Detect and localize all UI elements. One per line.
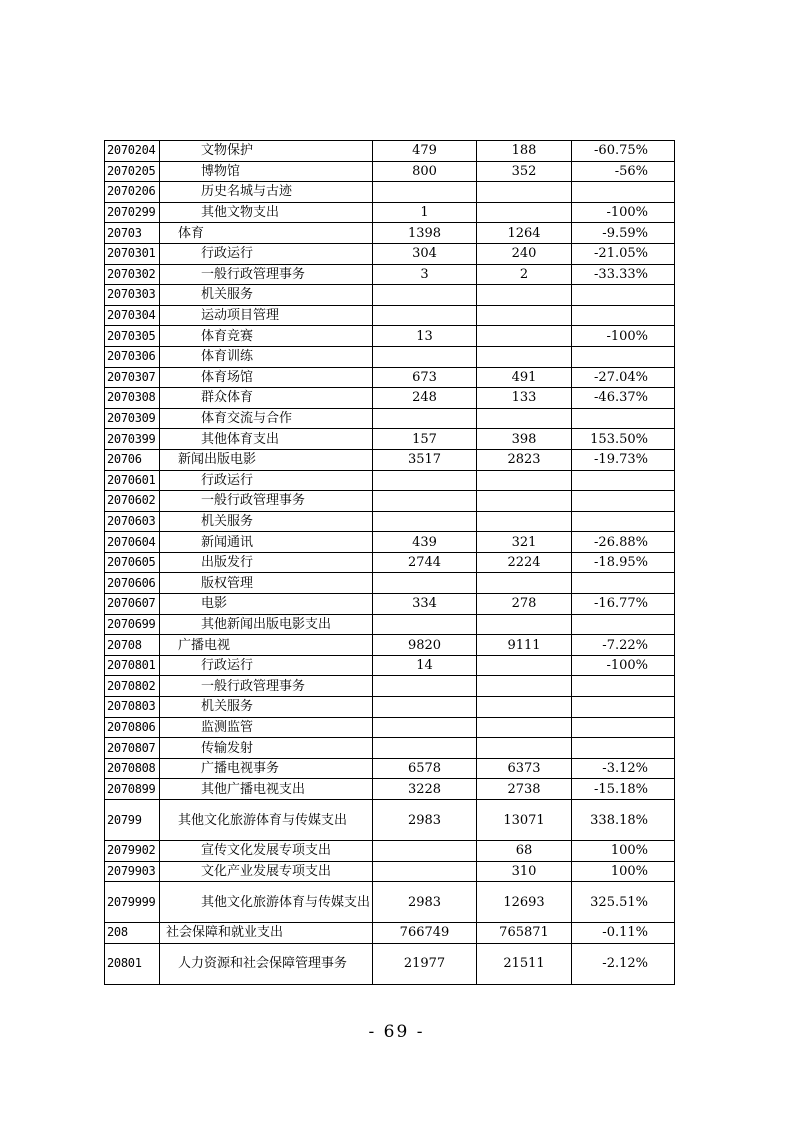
table-row bbox=[105, 923, 675, 944]
value-prev-cell: 9820 bbox=[373, 635, 477, 656]
table-row bbox=[105, 470, 675, 491]
change-pct-cell bbox=[572, 491, 675, 512]
value-curr-cell: 398 bbox=[477, 429, 572, 450]
name-cell: 一般行政管理事务 bbox=[160, 491, 373, 512]
value-curr-cell bbox=[477, 697, 572, 718]
name-cell: 新闻通讯 bbox=[160, 532, 373, 553]
change-pct-cell: -18.95% bbox=[572, 552, 675, 573]
name-cell: 行政运行 bbox=[160, 470, 373, 491]
code-cell: 2070801 bbox=[105, 655, 160, 676]
value-curr-cell bbox=[477, 305, 572, 326]
change-pct-cell: -16.77% bbox=[572, 594, 675, 615]
value-prev-cell: 439 bbox=[373, 532, 477, 553]
change-pct-cell: 338.18% bbox=[572, 800, 675, 841]
code-cell: 20708 bbox=[105, 635, 160, 656]
change-pct-cell: -46.37% bbox=[572, 388, 675, 409]
value-prev-cell: 766749 bbox=[373, 923, 477, 944]
code-cell: 2070808 bbox=[105, 758, 160, 779]
name-cell: 体育交流与合作 bbox=[160, 408, 373, 429]
value-prev-cell: 2983 bbox=[373, 800, 477, 841]
code-cell: 2070699 bbox=[105, 614, 160, 635]
value-curr-cell bbox=[477, 738, 572, 759]
name-cell: 监测监管 bbox=[160, 717, 373, 738]
table-row bbox=[105, 202, 675, 223]
change-pct-cell: 100% bbox=[572, 841, 675, 862]
table-row bbox=[105, 141, 675, 162]
value-curr-cell bbox=[477, 326, 572, 347]
code-cell: 2070308 bbox=[105, 388, 160, 409]
name-cell: 体育场馆 bbox=[160, 367, 373, 388]
change-pct-cell bbox=[572, 717, 675, 738]
name-cell: 行政运行 bbox=[160, 243, 373, 264]
value-prev-cell bbox=[373, 511, 477, 532]
name-cell: 新闻出版电影 bbox=[160, 449, 373, 470]
change-pct-cell bbox=[572, 697, 675, 718]
change-pct-cell: -100% bbox=[572, 202, 675, 223]
value-prev-cell: 21977 bbox=[373, 943, 477, 984]
change-pct-cell bbox=[572, 182, 675, 203]
code-cell: 2079903 bbox=[105, 861, 160, 882]
table-row bbox=[105, 429, 675, 450]
change-pct-cell: -19.73% bbox=[572, 449, 675, 470]
change-pct-cell bbox=[572, 346, 675, 367]
value-prev-cell bbox=[373, 346, 477, 367]
value-prev-cell bbox=[373, 182, 477, 203]
table-body bbox=[105, 141, 675, 985]
value-curr-cell: 2738 bbox=[477, 779, 572, 800]
value-curr-cell: 278 bbox=[477, 594, 572, 615]
name-cell: 其他体育支出 bbox=[160, 429, 373, 450]
value-curr-cell: 13071 bbox=[477, 800, 572, 841]
change-pct-cell bbox=[572, 511, 675, 532]
value-curr-cell bbox=[477, 573, 572, 594]
code-cell: 2070807 bbox=[105, 738, 160, 759]
table-row bbox=[105, 367, 675, 388]
table-row bbox=[105, 614, 675, 635]
name-cell: 文化产业发展专项支出 bbox=[160, 861, 373, 882]
code-cell: 2070304 bbox=[105, 305, 160, 326]
name-cell: 机关服务 bbox=[160, 511, 373, 532]
value-prev-cell: 1 bbox=[373, 202, 477, 223]
code-cell: 2079999 bbox=[105, 882, 160, 923]
name-cell: 其他文物支出 bbox=[160, 202, 373, 223]
value-prev-cell: 304 bbox=[373, 243, 477, 264]
value-prev-cell bbox=[373, 491, 477, 512]
change-pct-cell bbox=[572, 285, 675, 306]
value-curr-cell: 310 bbox=[477, 861, 572, 882]
table-row bbox=[105, 779, 675, 800]
name-cell: 体育训练 bbox=[160, 346, 373, 367]
code-cell: 2070802 bbox=[105, 676, 160, 697]
value-curr-cell bbox=[477, 470, 572, 491]
value-prev-cell: 157 bbox=[373, 429, 477, 450]
table-row bbox=[105, 532, 675, 553]
value-prev-cell: 2744 bbox=[373, 552, 477, 573]
table-row bbox=[105, 388, 675, 409]
table-row bbox=[105, 305, 675, 326]
code-cell: 2070303 bbox=[105, 285, 160, 306]
change-pct-cell: 153.50% bbox=[572, 429, 675, 450]
table-row bbox=[105, 552, 675, 573]
name-cell: 其他文化旅游体育与传媒支出 bbox=[160, 882, 373, 923]
code-cell: 20801 bbox=[105, 943, 160, 984]
page-number: - 69 - bbox=[368, 1022, 425, 1042]
value-prev-cell: 1398 bbox=[373, 223, 477, 244]
change-pct-cell: -7.22% bbox=[572, 635, 675, 656]
name-cell: 广播电视事务 bbox=[160, 758, 373, 779]
value-prev-cell: 673 bbox=[373, 367, 477, 388]
name-cell: 博物馆 bbox=[160, 161, 373, 182]
value-curr-cell bbox=[477, 614, 572, 635]
code-cell: 20703 bbox=[105, 223, 160, 244]
change-pct-cell: -27.04% bbox=[572, 367, 675, 388]
name-cell: 其他广播电视支出 bbox=[160, 779, 373, 800]
table-row bbox=[105, 635, 675, 656]
value-curr-cell bbox=[477, 285, 572, 306]
code-cell: 2070206 bbox=[105, 182, 160, 203]
change-pct-cell: 100% bbox=[572, 861, 675, 882]
code-cell: 2070899 bbox=[105, 779, 160, 800]
value-curr-cell bbox=[477, 182, 572, 203]
name-cell: 社会保障和就业支出 bbox=[160, 923, 373, 944]
table-row bbox=[105, 449, 675, 470]
change-pct-cell: -0.11% bbox=[572, 923, 675, 944]
name-cell: 宣传文化发展专项支出 bbox=[160, 841, 373, 862]
value-prev-cell: 248 bbox=[373, 388, 477, 409]
value-prev-cell bbox=[373, 408, 477, 429]
name-cell: 版权管理 bbox=[160, 573, 373, 594]
change-pct-cell bbox=[572, 470, 675, 491]
code-cell: 2070299 bbox=[105, 202, 160, 223]
change-pct-cell: -33.33% bbox=[572, 264, 675, 285]
code-cell: 2070601 bbox=[105, 470, 160, 491]
name-cell: 其他新闻出版电影支出 bbox=[160, 614, 373, 635]
value-prev-cell: 3517 bbox=[373, 449, 477, 470]
value-prev-cell bbox=[373, 285, 477, 306]
value-curr-cell: 9111 bbox=[477, 635, 572, 656]
value-prev-cell bbox=[373, 470, 477, 491]
code-cell: 2070305 bbox=[105, 326, 160, 347]
value-curr-cell: 68 bbox=[477, 841, 572, 862]
value-prev-cell bbox=[373, 697, 477, 718]
table-row bbox=[105, 223, 675, 244]
change-pct-cell: -2.12% bbox=[572, 943, 675, 984]
value-curr-cell: 2823 bbox=[477, 449, 572, 470]
change-pct-cell: -21.05% bbox=[572, 243, 675, 264]
name-cell: 一般行政管理事务 bbox=[160, 264, 373, 285]
name-cell: 机关服务 bbox=[160, 285, 373, 306]
code-cell: 2070604 bbox=[105, 532, 160, 553]
name-cell: 传输发射 bbox=[160, 738, 373, 759]
name-cell: 运动项目管理 bbox=[160, 305, 373, 326]
code-cell: 2070399 bbox=[105, 429, 160, 450]
value-curr-cell: 6373 bbox=[477, 758, 572, 779]
code-cell: 2070306 bbox=[105, 346, 160, 367]
code-cell: 2070301 bbox=[105, 243, 160, 264]
value-prev-cell: 3228 bbox=[373, 779, 477, 800]
value-curr-cell bbox=[477, 408, 572, 429]
change-pct-cell: -56% bbox=[572, 161, 675, 182]
code-cell: 2070603 bbox=[105, 511, 160, 532]
table-row bbox=[105, 717, 675, 738]
name-cell: 体育 bbox=[160, 223, 373, 244]
value-prev-cell bbox=[373, 614, 477, 635]
table-row bbox=[105, 594, 675, 615]
table-row bbox=[105, 161, 675, 182]
table-row bbox=[105, 861, 675, 882]
code-cell: 20706 bbox=[105, 449, 160, 470]
value-curr-cell: 765871 bbox=[477, 923, 572, 944]
change-pct-cell: -100% bbox=[572, 326, 675, 347]
value-curr-cell: 352 bbox=[477, 161, 572, 182]
code-cell: 2070606 bbox=[105, 573, 160, 594]
value-curr-cell: 12693 bbox=[477, 882, 572, 923]
code-cell: 208 bbox=[105, 923, 160, 944]
name-cell: 文物保护 bbox=[160, 141, 373, 162]
code-cell: 2079902 bbox=[105, 841, 160, 862]
value-prev-cell bbox=[373, 717, 477, 738]
code-cell: 2070605 bbox=[105, 552, 160, 573]
value-curr-cell bbox=[477, 511, 572, 532]
value-prev-cell: 6578 bbox=[373, 758, 477, 779]
code-cell: 2070803 bbox=[105, 697, 160, 718]
change-pct-cell bbox=[572, 676, 675, 697]
code-cell: 2070602 bbox=[105, 491, 160, 512]
value-curr-cell bbox=[477, 655, 572, 676]
value-prev-cell: 14 bbox=[373, 655, 477, 676]
value-prev-cell bbox=[373, 676, 477, 697]
name-cell: 行政运行 bbox=[160, 655, 373, 676]
code-cell: 2070806 bbox=[105, 717, 160, 738]
change-pct-cell: 325.51% bbox=[572, 882, 675, 923]
table-row bbox=[105, 243, 675, 264]
table-row bbox=[105, 491, 675, 512]
name-cell: 体育竞赛 bbox=[160, 326, 373, 347]
name-cell: 一般行政管理事务 bbox=[160, 676, 373, 697]
name-cell: 历史名城与古迹 bbox=[160, 182, 373, 203]
table-row bbox=[105, 326, 675, 347]
table-row bbox=[105, 655, 675, 676]
change-pct-cell bbox=[572, 408, 675, 429]
value-curr-cell bbox=[477, 676, 572, 697]
value-curr-cell bbox=[477, 346, 572, 367]
table-row bbox=[105, 408, 675, 429]
code-cell: 2070204 bbox=[105, 141, 160, 162]
table-row bbox=[105, 697, 675, 718]
code-cell: 2070205 bbox=[105, 161, 160, 182]
value-prev-cell: 13 bbox=[373, 326, 477, 347]
value-curr-cell: 133 bbox=[477, 388, 572, 409]
table-row bbox=[105, 841, 675, 862]
code-cell: 2070607 bbox=[105, 594, 160, 615]
change-pct-cell: -60.75% bbox=[572, 141, 675, 162]
change-pct-cell: -100% bbox=[572, 655, 675, 676]
table-row bbox=[105, 573, 675, 594]
name-cell: 其他文化旅游体育与传媒支出 bbox=[160, 800, 373, 841]
change-pct-cell bbox=[572, 305, 675, 326]
value-prev-cell: 2983 bbox=[373, 882, 477, 923]
value-curr-cell bbox=[477, 491, 572, 512]
budget-table bbox=[104, 140, 675, 985]
value-prev-cell bbox=[373, 738, 477, 759]
table-row bbox=[105, 676, 675, 697]
value-prev-cell bbox=[373, 305, 477, 326]
value-prev-cell bbox=[373, 573, 477, 594]
value-prev-cell: 800 bbox=[373, 161, 477, 182]
value-prev-cell: 3 bbox=[373, 264, 477, 285]
value-curr-cell: 321 bbox=[477, 532, 572, 553]
change-pct-cell: -26.88% bbox=[572, 532, 675, 553]
value-prev-cell bbox=[373, 841, 477, 862]
table-row bbox=[105, 182, 675, 203]
change-pct-cell: -15.18% bbox=[572, 779, 675, 800]
change-pct-cell: -9.59% bbox=[572, 223, 675, 244]
change-pct-cell: -3.12% bbox=[572, 758, 675, 779]
name-cell: 群众体育 bbox=[160, 388, 373, 409]
value-curr-cell bbox=[477, 717, 572, 738]
change-pct-cell bbox=[572, 573, 675, 594]
change-pct-cell bbox=[572, 614, 675, 635]
table-row bbox=[105, 264, 675, 285]
code-cell: 2070307 bbox=[105, 367, 160, 388]
change-pct-cell bbox=[572, 738, 675, 759]
code-cell: 2070302 bbox=[105, 264, 160, 285]
code-cell: 2070309 bbox=[105, 408, 160, 429]
table-row bbox=[105, 800, 675, 841]
value-curr-cell: 491 bbox=[477, 367, 572, 388]
table-row bbox=[105, 882, 675, 923]
name-cell: 机关服务 bbox=[160, 697, 373, 718]
value-curr-cell: 240 bbox=[477, 243, 572, 264]
name-cell: 人力资源和社会保障管理事务 bbox=[160, 943, 373, 984]
value-curr-cell: 188 bbox=[477, 141, 572, 162]
name-cell: 广播电视 bbox=[160, 635, 373, 656]
value-curr-cell: 2224 bbox=[477, 552, 572, 573]
table-row bbox=[105, 943, 675, 984]
value-curr-cell: 1264 bbox=[477, 223, 572, 244]
table-row bbox=[105, 346, 675, 367]
table-row bbox=[105, 285, 675, 306]
value-curr-cell: 21511 bbox=[477, 943, 572, 984]
value-prev-cell: 479 bbox=[373, 141, 477, 162]
name-cell: 电影 bbox=[160, 594, 373, 615]
value-curr-cell: 2 bbox=[477, 264, 572, 285]
table-row bbox=[105, 758, 675, 779]
value-prev-cell: 334 bbox=[373, 594, 477, 615]
value-prev-cell bbox=[373, 861, 477, 882]
table-row bbox=[105, 511, 675, 532]
value-curr-cell bbox=[477, 202, 572, 223]
table-row bbox=[105, 738, 675, 759]
code-cell: 20799 bbox=[105, 800, 160, 841]
name-cell: 出版发行 bbox=[160, 552, 373, 573]
